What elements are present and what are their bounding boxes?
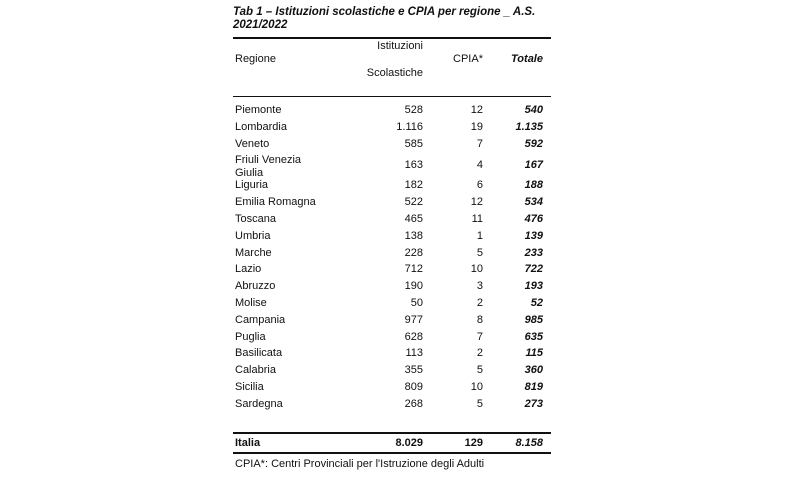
cell-totale: 1.135	[515, 120, 543, 133]
cell-cpia: 19	[470, 120, 483, 133]
cell-regione: Lombardia	[235, 120, 287, 133]
cell-istituzioni: 712	[404, 263, 423, 276]
cell-cpia: 5	[476, 397, 483, 410]
cell-regione: Calabria	[235, 364, 276, 377]
cell-totale: 193	[524, 280, 543, 293]
table-row	[233, 313, 551, 330]
cell-regione: Puglia	[235, 330, 266, 343]
header-rule	[233, 96, 551, 97]
cell-istituzioni: 268	[404, 397, 423, 410]
cell-istituzioni: 355	[404, 364, 423, 377]
table-row	[233, 178, 551, 195]
cell-cpia: 2	[476, 296, 483, 309]
cell-cpia: 7	[476, 330, 483, 343]
cell-regione: Veneto	[235, 137, 270, 150]
cell-totale: 476	[524, 212, 543, 225]
cell-totale: 167	[524, 159, 543, 172]
cell-totale: 273	[524, 397, 543, 410]
cell-totale: 188	[524, 179, 543, 192]
total-top-rule	[233, 432, 551, 434]
header-istituzioni-line1: Istituzioni	[377, 40, 423, 52]
table-row	[233, 195, 551, 212]
header-cpia: CPIA*	[453, 53, 483, 65]
cell-totale: 534	[524, 196, 543, 209]
cell-totale: 592	[524, 137, 543, 150]
cell-cpia: 3	[476, 280, 483, 293]
table-row	[233, 363, 551, 380]
table-row	[233, 212, 551, 229]
cell-regione: Lazio	[235, 263, 262, 276]
cell-istituzioni: 977	[404, 313, 423, 326]
table-row	[233, 380, 551, 397]
cell-cpia: 8	[476, 313, 483, 326]
cell-regione: Marche	[235, 246, 272, 259]
table-row	[233, 330, 551, 347]
cell-totale: 540	[524, 104, 543, 116]
cell-totale: 985	[524, 313, 543, 326]
table-row	[233, 153, 551, 178]
cell-istituzioni: 809	[404, 380, 423, 393]
cell-istituzioni: 50	[410, 296, 423, 309]
cell-istituzioni: 528	[404, 104, 423, 116]
cell-regione: Friuli Venezia Giulia	[235, 154, 302, 180]
cell-regione: Basilicata	[235, 347, 283, 360]
cell-istituzioni: 190	[404, 280, 423, 293]
cell-cpia: 12	[470, 196, 483, 209]
cell-regione: Piemonte	[235, 104, 282, 116]
cell-istituzioni: 628	[404, 330, 423, 343]
header-totale: Totale	[511, 53, 543, 65]
cell-istituzioni: 182	[404, 179, 423, 192]
table-row	[233, 397, 551, 414]
total-bottom-rule	[233, 452, 551, 454]
cell-cpia: 10	[470, 380, 483, 393]
cell-totale: 233	[524, 246, 543, 259]
document-table	[233, 6, 563, 470]
cell-cpia: 2	[476, 347, 483, 360]
total-row	[233, 435, 551, 451]
cell-regione: Emilia Romagna	[235, 196, 316, 209]
cell-cpia: 1	[476, 229, 483, 242]
cell-totale: 139	[524, 229, 543, 242]
total-regione: Italia	[235, 437, 261, 449]
total-totale: 8.158	[515, 437, 543, 449]
cell-regione: Molise	[235, 296, 267, 309]
total-istituzioni: 8.029	[395, 437, 423, 449]
table-row	[233, 246, 551, 263]
cell-cpia: 12	[470, 104, 483, 116]
footnote: CPIA*: Centri Provinciali per l'Istruzione degli Adulti	[235, 458, 485, 470]
table-row	[233, 137, 551, 154]
cell-regione: Sicilia	[235, 380, 264, 393]
cell-totale: 115	[525, 347, 543, 360]
table-row	[233, 296, 551, 313]
cell-istituzioni: 1.116	[396, 120, 423, 133]
cell-totale: 819	[524, 380, 543, 393]
header-istituzioni-line2: Scolastiche	[366, 67, 423, 79]
cell-regione: Campania	[235, 313, 286, 326]
cell-cpia: 11	[471, 212, 483, 225]
table-row	[233, 120, 551, 137]
header-regione: Regione	[235, 53, 276, 65]
cell-cpia: 5	[476, 364, 483, 377]
cell-istituzioni: 228	[404, 246, 423, 259]
cell-totale: 52	[530, 296, 543, 309]
table-row	[233, 346, 551, 363]
cell-totale: 360	[524, 364, 543, 377]
cell-regione: Abruzzo	[235, 280, 276, 293]
cell-istituzioni: 163	[404, 159, 423, 172]
table-row	[233, 279, 551, 296]
cell-regione: Liguria	[235, 179, 269, 192]
top-rule	[233, 37, 551, 39]
cell-istituzioni: 585	[404, 137, 423, 150]
cell-cpia: 4	[476, 159, 483, 172]
cell-regione: Sardegna	[235, 397, 283, 410]
table-row	[233, 262, 551, 279]
table-row	[233, 229, 551, 246]
cell-cpia: 7	[476, 137, 483, 150]
cell-regione: Umbria	[235, 229, 271, 242]
cell-cpia: 6	[476, 179, 483, 192]
table-row	[233, 103, 551, 120]
table-body	[233, 103, 551, 414]
total-cpia: 129	[464, 437, 483, 449]
cell-totale: 635	[524, 330, 543, 343]
cell-istituzioni: 138	[404, 229, 423, 242]
cell-cpia: 10	[470, 263, 483, 276]
cell-regione: Toscana	[235, 212, 276, 225]
cell-cpia: 5	[476, 246, 483, 259]
cell-totale: 722	[524, 263, 543, 276]
cell-istituzioni: 465	[404, 212, 423, 225]
table-title: Tab 1 – Istituzioni scolastiche e CPIA per regione _ A.S. 2021/2022	[233, 6, 536, 31]
cell-istituzioni: 113	[405, 347, 423, 360]
cell-istituzioni: 522	[404, 196, 423, 209]
